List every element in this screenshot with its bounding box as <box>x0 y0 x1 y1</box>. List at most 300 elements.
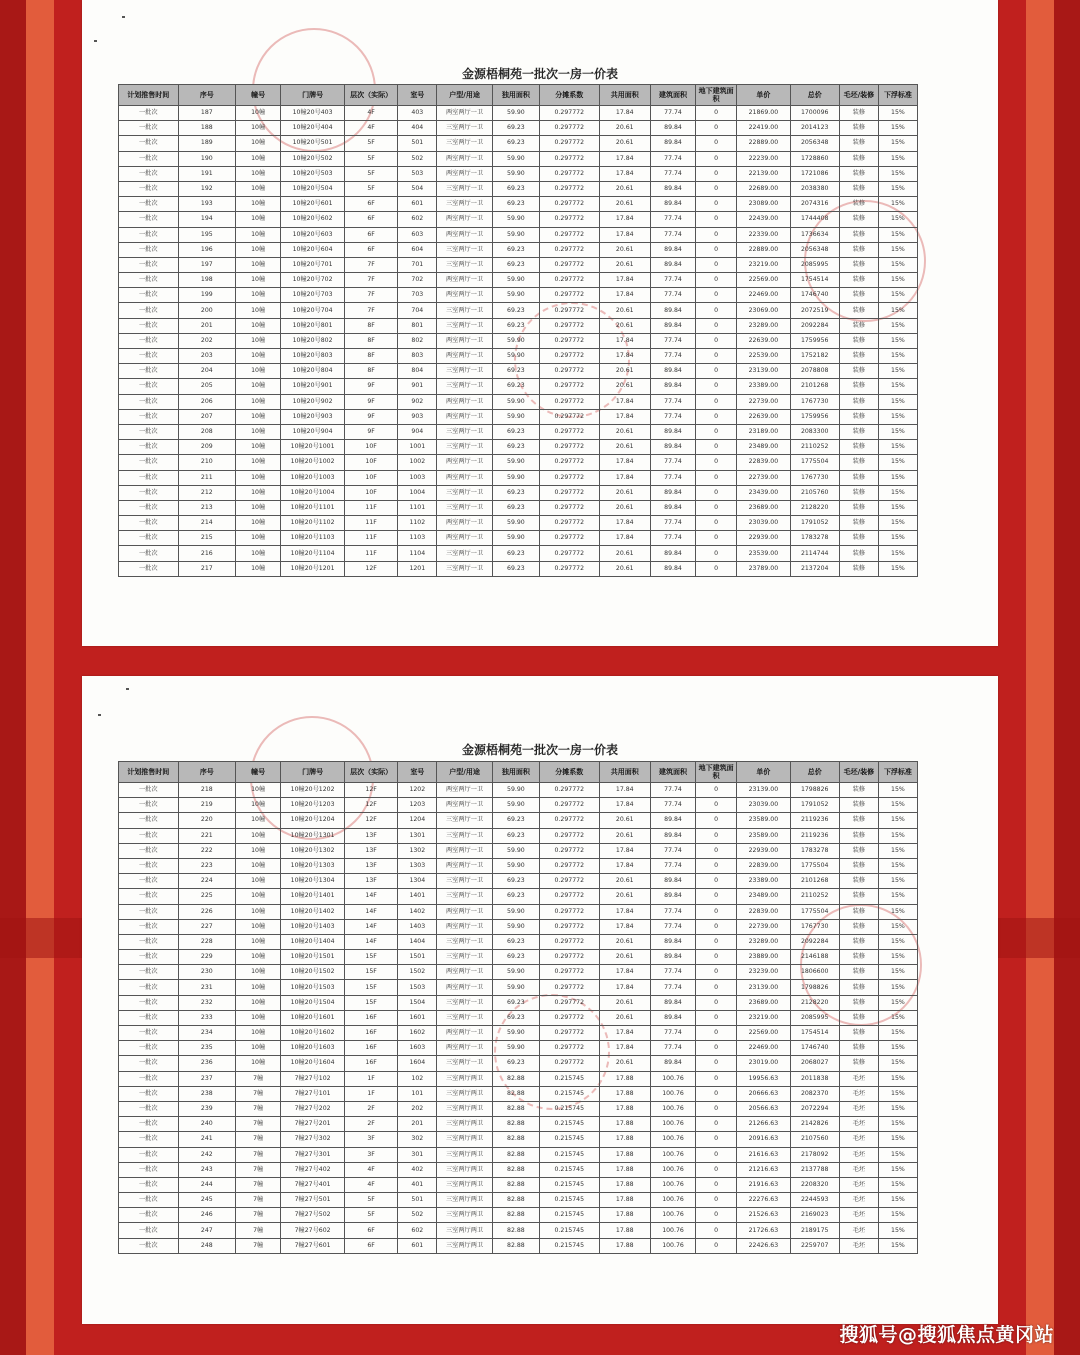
table-cell: 14F <box>344 904 397 919</box>
table-cell: 一批次 <box>119 1162 179 1177</box>
table-cell: 77.74 <box>650 516 695 531</box>
table-cell: 502 <box>398 151 437 166</box>
table-cell: 三室两厅一卫 <box>437 950 492 965</box>
table-cell: 229 <box>178 950 236 965</box>
table-row <box>119 136 918 151</box>
table-cell: 毛坯 <box>839 1101 878 1116</box>
table-cell: 21916.63 <box>737 1177 790 1192</box>
table-cell: 一批次 <box>119 151 179 166</box>
table-cell: 20.61 <box>599 364 650 379</box>
table-cell: 23439.00 <box>737 485 790 500</box>
table-cell: 10幢20号504 <box>281 181 345 196</box>
table-cell: 7幢27号501 <box>281 1193 345 1208</box>
table-cell: 装修 <box>839 409 878 424</box>
table-cell: 69.23 <box>492 181 539 196</box>
table-cell: 10幢20号502 <box>281 151 345 166</box>
table-cell: 230 <box>178 965 236 980</box>
table-cell: 10幢20号404 <box>281 121 345 136</box>
table-cell: 89.84 <box>650 136 695 151</box>
table-cell: 16F <box>344 1056 397 1071</box>
table-cell: 2074316 <box>790 197 839 212</box>
table-cell: 毛坯 <box>839 1238 878 1253</box>
table-cell: 一批次 <box>119 516 179 531</box>
table-cell: 10幢 <box>236 349 281 364</box>
table-cell: 77.74 <box>650 273 695 288</box>
table-cell: 2092284 <box>790 934 839 949</box>
table-cell: 一批次 <box>119 858 179 873</box>
table-cell: 两室两厅一卫 <box>437 516 492 531</box>
table-cell: 2101268 <box>790 874 839 889</box>
table-cell: 22739.00 <box>737 470 790 485</box>
table-cell: 59.90 <box>492 980 539 995</box>
table-cell: 59.90 <box>492 151 539 166</box>
table-cell: 22139.00 <box>737 166 790 181</box>
table-cell: 22889.00 <box>737 136 790 151</box>
table-cell: 9F <box>344 394 397 409</box>
table-cell: 22469.00 <box>737 1041 790 1056</box>
table-cell: 89.84 <box>650 995 695 1010</box>
table-cell: 69.23 <box>492 364 539 379</box>
table-cell: 两室两厅一卫 <box>437 273 492 288</box>
table-row <box>119 813 918 828</box>
table-cell: 0.297772 <box>540 843 600 858</box>
table-cell: 803 <box>398 349 437 364</box>
table-cell: 89.84 <box>650 318 695 333</box>
table-cell: 77.74 <box>650 333 695 348</box>
table-cell: 10幢20号1402 <box>281 904 345 919</box>
table-cell: 一批次 <box>119 318 179 333</box>
table-cell: 17.88 <box>599 1132 650 1147</box>
table-cell: 装修 <box>839 995 878 1010</box>
table-cell: 22569.00 <box>737 1026 790 1041</box>
table-cell: 9F <box>344 424 397 439</box>
table-cell: 0 <box>696 1238 737 1253</box>
table-cell: 13F <box>344 843 397 858</box>
table-row <box>119 1086 918 1101</box>
table-cell: 102 <box>398 1071 437 1086</box>
table-cell: 4F <box>344 1177 397 1192</box>
table-cell: 0.297772 <box>540 257 600 272</box>
table-cell: 23139.00 <box>737 980 790 995</box>
table-cell: 0.297772 <box>540 1010 600 1025</box>
table-cell: 装修 <box>839 166 878 181</box>
table-cell: 89.84 <box>650 828 695 843</box>
table-cell: 0.297772 <box>540 828 600 843</box>
table-row <box>119 950 918 965</box>
table-cell: 17.84 <box>599 227 650 242</box>
table-cell: 0 <box>696 1086 737 1101</box>
table-cell: 10幢 <box>236 318 281 333</box>
table-cell: 20.61 <box>599 813 650 828</box>
table-cell: 0.297772 <box>540 874 600 889</box>
column-header: 建筑面积 <box>650 85 695 106</box>
table-cell: 12F <box>344 813 397 828</box>
table-cell: 15% <box>878 303 917 318</box>
table-cell: 三室两厅一卫 <box>437 440 492 455</box>
table-row <box>119 1132 918 1147</box>
table-cell: 1728860 <box>790 151 839 166</box>
table-cell: 1798826 <box>790 783 839 798</box>
table-row <box>119 1208 918 1223</box>
table-row <box>119 318 918 333</box>
table-cell: 20.61 <box>599 828 650 843</box>
table-cell: 20.61 <box>599 303 650 318</box>
table-cell: 一批次 <box>119 965 179 980</box>
table-row <box>119 440 918 455</box>
table-cell: 17.84 <box>599 516 650 531</box>
table-row <box>119 546 918 561</box>
table-cell: 226 <box>178 904 236 919</box>
table-cell: 23219.00 <box>737 1010 790 1025</box>
table-row <box>119 227 918 242</box>
table-cell: 10幢 <box>236 965 281 980</box>
table-cell: 59.90 <box>492 394 539 409</box>
table-cell: 三室两厅一卫 <box>437 561 492 576</box>
table-cell: 0.297772 <box>540 500 600 515</box>
table-cell: 1203 <box>398 798 437 813</box>
table-cell: 69.23 <box>492 485 539 500</box>
table-cell: 20666.63 <box>737 1086 790 1101</box>
table-cell: 82.88 <box>492 1132 539 1147</box>
table-header-row <box>119 85 918 106</box>
table-cell: 1700096 <box>790 106 839 121</box>
table-cell: 0.297772 <box>540 561 600 576</box>
table-cell: 10幢 <box>236 197 281 212</box>
table-cell: 5F <box>344 1208 397 1223</box>
table-cell: 2107560 <box>790 1132 839 1147</box>
table-cell: 一批次 <box>119 364 179 379</box>
table-cell: 15% <box>878 858 917 873</box>
table-cell: 15% <box>878 1071 917 1086</box>
table-cell: 10幢20号1202 <box>281 783 345 798</box>
table-cell: 7幢 <box>236 1193 281 1208</box>
table-cell: 两室两厅一卫 <box>437 349 492 364</box>
table-cell: 三室两厅两卫 <box>437 1238 492 1253</box>
table-cell: 16F <box>344 1010 397 1025</box>
table-cell: 1767730 <box>790 919 839 934</box>
left-border-band <box>0 0 26 1355</box>
column-header: 毛坯/装修 <box>839 85 878 106</box>
table-cell: 13F <box>344 828 397 843</box>
table-cell: 202 <box>178 333 236 348</box>
table-cell: 两室两厅一卫 <box>437 455 492 470</box>
table-cell: 15% <box>878 531 917 546</box>
table-cell: 装修 <box>839 934 878 949</box>
table-cell: 22569.00 <box>737 273 790 288</box>
table-cell: 15% <box>878 470 917 485</box>
table-cell: 15% <box>878 197 917 212</box>
table-cell: 一批次 <box>119 288 179 303</box>
table-cell: 89.84 <box>650 364 695 379</box>
table-cell: 77.74 <box>650 980 695 995</box>
table-cell: 204 <box>178 364 236 379</box>
table-cell: 59.90 <box>492 904 539 919</box>
table-cell: 10幢20号1201 <box>281 561 345 576</box>
table-cell: 装修 <box>839 919 878 934</box>
table-cell: 一批次 <box>119 874 179 889</box>
table-cell: 2114744 <box>790 546 839 561</box>
table-cell: 89.84 <box>650 424 695 439</box>
table-cell: 两室两厅一卫 <box>437 470 492 485</box>
table-cell: 装修 <box>839 828 878 843</box>
table-cell: 77.74 <box>650 470 695 485</box>
table-cell: 一批次 <box>119 1071 179 1086</box>
table-cell: 191 <box>178 166 236 181</box>
table-cell: 0.297772 <box>540 813 600 828</box>
table-cell: 241 <box>178 1132 236 1147</box>
table-cell: 10幢20号1203 <box>281 798 345 813</box>
table-cell: 17.84 <box>599 106 650 121</box>
table-cell: 2137204 <box>790 561 839 576</box>
table-cell: 两室两厅一卫 <box>437 1041 492 1056</box>
table-cell: 237 <box>178 1071 236 1086</box>
table-cell: 0 <box>696 212 737 227</box>
table-cell: 10幢 <box>236 136 281 151</box>
table-body <box>119 106 918 577</box>
table-cell: 0.297772 <box>540 889 600 904</box>
table-cell: 三室两厅一卫 <box>437 424 492 439</box>
table-cell: 82.88 <box>492 1117 539 1132</box>
table-cell: 装修 <box>839 531 878 546</box>
table-cell: 2085995 <box>790 1010 839 1025</box>
table-cell: 7幢27号502 <box>281 1208 345 1223</box>
table-cell: 221 <box>178 828 236 843</box>
table-cell: 1F <box>344 1071 397 1086</box>
table-cell: 233 <box>178 1010 236 1025</box>
table-cell: 82.88 <box>492 1238 539 1253</box>
table-cell: 1754514 <box>790 273 839 288</box>
table-cell: 0.215745 <box>540 1223 600 1238</box>
column-header: 层次（实际） <box>344 85 397 106</box>
table-cell: 23489.00 <box>737 440 790 455</box>
table-cell: 59.90 <box>492 166 539 181</box>
table-cell: 22439.00 <box>737 212 790 227</box>
table-cell: 77.74 <box>650 843 695 858</box>
table-cell: 15% <box>878 257 917 272</box>
table-cell: 三室两厅一卫 <box>437 995 492 1010</box>
table-cell: 一批次 <box>119 828 179 843</box>
table-cell: 7F <box>344 273 397 288</box>
table-cell: 装修 <box>839 440 878 455</box>
table-cell: 247 <box>178 1223 236 1238</box>
table-cell: 装修 <box>839 858 878 873</box>
table-cell: 8F <box>344 364 397 379</box>
table-cell: 15% <box>878 1147 917 1162</box>
table-cell: 2078808 <box>790 364 839 379</box>
table-cell: 22276.63 <box>737 1193 790 1208</box>
table-cell: 17.88 <box>599 1238 650 1253</box>
table-cell: 一批次 <box>119 1086 179 1101</box>
table-cell: 三室两厅一卫 <box>437 257 492 272</box>
table-cell: 三室两厅一卫 <box>437 1010 492 1025</box>
table-cell: 804 <box>398 364 437 379</box>
table-cell: 10幢20号603 <box>281 227 345 242</box>
table-row <box>119 485 918 500</box>
table-cell: 10F <box>344 455 397 470</box>
table-cell: 15% <box>878 318 917 333</box>
table-cell: 装修 <box>839 273 878 288</box>
table-cell: 2038380 <box>790 181 839 196</box>
table-cell: 1402 <box>398 904 437 919</box>
table-cell: 7幢 <box>236 1162 281 1177</box>
table-cell: 10幢 <box>236 843 281 858</box>
table-cell: 毛坯 <box>839 1208 878 1223</box>
table-cell: 一批次 <box>119 798 179 813</box>
table-cell: 100.76 <box>650 1117 695 1132</box>
table-cell: 10幢 <box>236 333 281 348</box>
table-cell: 23289.00 <box>737 934 790 949</box>
table-cell: 一批次 <box>119 303 179 318</box>
table-cell: 0 <box>696 546 737 561</box>
table-cell: 59.90 <box>492 470 539 485</box>
table-cell: 20.61 <box>599 318 650 333</box>
table-cell: 3F <box>344 1132 397 1147</box>
table-cell: 1003 <box>398 470 437 485</box>
price-sheet-2 <box>82 676 998 1324</box>
table-cell: 装修 <box>839 303 878 318</box>
table-cell: 0 <box>696 257 737 272</box>
table-cell: 22639.00 <box>737 409 790 424</box>
table-cell: 10幢20号701 <box>281 257 345 272</box>
table-cell: 6F <box>344 242 397 257</box>
table-cell: 0.297772 <box>540 303 600 318</box>
table-cell: 0 <box>696 1026 737 1041</box>
table-cell: 0.297772 <box>540 121 600 136</box>
table-cell: 0.297772 <box>540 546 600 561</box>
table-cell: 两室两厅一卫 <box>437 1026 492 1041</box>
table-cell: 一批次 <box>119 1223 179 1238</box>
table-cell: 504 <box>398 181 437 196</box>
table-cell: 21869.00 <box>737 106 790 121</box>
table-cell: 0 <box>696 919 737 934</box>
table-cell: 20.61 <box>599 379 650 394</box>
table-cell: 0.215745 <box>540 1117 600 1132</box>
table-cell: 17.84 <box>599 394 650 409</box>
table-cell: 82.88 <box>492 1208 539 1223</box>
table-cell: 装修 <box>839 1010 878 1025</box>
table-cell: 一批次 <box>119 440 179 455</box>
table-cell: 10幢 <box>236 950 281 965</box>
table-cell: 10幢 <box>236 242 281 257</box>
table-cell: 10幢20号702 <box>281 273 345 288</box>
table-cell: 802 <box>398 333 437 348</box>
table-cell: 17.84 <box>599 904 650 919</box>
table-row <box>119 242 918 257</box>
table-cell: 2119236 <box>790 828 839 843</box>
table-cell: 0.297772 <box>540 212 600 227</box>
table-cell: 0 <box>696 409 737 424</box>
table-cell: 0 <box>696 783 737 798</box>
table-cell: 0 <box>696 364 737 379</box>
table-cell: 三室两厅一卫 <box>437 546 492 561</box>
table-cell: 0 <box>696 181 737 196</box>
table-cell: 17.88 <box>599 1101 650 1116</box>
table-row <box>119 212 918 227</box>
table-cell: 1404 <box>398 934 437 949</box>
table-cell: 15% <box>878 546 917 561</box>
table-cell: 17.88 <box>599 1162 650 1177</box>
table-cell: 10幢 <box>236 455 281 470</box>
table-cell: 22839.00 <box>737 904 790 919</box>
table-cell: 装修 <box>839 516 878 531</box>
table-cell: 15% <box>878 561 917 576</box>
table-cell: 10幢20号704 <box>281 303 345 318</box>
table-cell: 1201 <box>398 561 437 576</box>
table-cell: 302 <box>398 1132 437 1147</box>
table-cell: 15% <box>878 273 917 288</box>
table-cell: 1752182 <box>790 349 839 364</box>
table-cell: 69.23 <box>492 440 539 455</box>
table-cell: 1783278 <box>790 531 839 546</box>
column-header: 分摊系数 <box>540 762 600 783</box>
table-cell: 20.61 <box>599 995 650 1010</box>
table-cell: 199 <box>178 288 236 303</box>
table-row <box>119 995 918 1010</box>
table-cell: 一批次 <box>119 379 179 394</box>
table-cell: 10幢20号1403 <box>281 919 345 934</box>
table-row <box>119 1056 918 1071</box>
table-cell: 82.88 <box>492 1223 539 1238</box>
table-cell: 7幢 <box>236 1132 281 1147</box>
table-cell: 22689.00 <box>737 181 790 196</box>
table-cell: 205 <box>178 379 236 394</box>
table-cell: 232 <box>178 995 236 1010</box>
table-cell: 69.23 <box>492 1010 539 1025</box>
table-cell: 23039.00 <box>737 798 790 813</box>
table-cell: 89.84 <box>650 485 695 500</box>
table-cell: 10F <box>344 440 397 455</box>
table-cell: 15% <box>878 1193 917 1208</box>
table-cell: 10幢20号1302 <box>281 843 345 858</box>
table-cell: 2014123 <box>790 121 839 136</box>
table-cell: 222 <box>178 843 236 858</box>
table-cell: 15% <box>878 813 917 828</box>
table-cell: 903 <box>398 409 437 424</box>
table-cell: 59.90 <box>492 1041 539 1056</box>
table-cell: 10幢 <box>236 485 281 500</box>
table-row <box>119 364 918 379</box>
table-cell: 1806600 <box>790 965 839 980</box>
table-cell: 17.84 <box>599 919 650 934</box>
table-cell: 5F <box>344 136 397 151</box>
table-cell: 一批次 <box>119 1193 179 1208</box>
table-cell: 7幢27号601 <box>281 1238 345 1253</box>
table-cell: 100.76 <box>650 1086 695 1101</box>
table-cell: 23689.00 <box>737 995 790 1010</box>
table-row <box>119 1238 918 1253</box>
table-cell: 一批次 <box>119 242 179 257</box>
table-cell: 0 <box>696 1132 737 1147</box>
table-cell: 6F <box>344 227 397 242</box>
table-cell: 69.23 <box>492 813 539 828</box>
column-header: 毛坯/装修 <box>839 762 878 783</box>
table-cell: 1603 <box>398 1041 437 1056</box>
table-cell: 7幢 <box>236 1238 281 1253</box>
table-cell: 59.90 <box>492 455 539 470</box>
table-row <box>119 455 918 470</box>
table-cell: 17.84 <box>599 783 650 798</box>
table-cell: 69.23 <box>492 874 539 889</box>
table-cell: 403 <box>398 106 437 121</box>
table-cell: 0.297772 <box>540 455 600 470</box>
table-cell: 7幢 <box>236 1223 281 1238</box>
table-cell: 装修 <box>839 965 878 980</box>
table-cell: 0.297772 <box>540 364 600 379</box>
table-cell: 7幢 <box>236 1117 281 1132</box>
table-row <box>119 1041 918 1056</box>
table-cell: 69.23 <box>492 424 539 439</box>
table-cell: 三室两厅一卫 <box>437 1056 492 1071</box>
